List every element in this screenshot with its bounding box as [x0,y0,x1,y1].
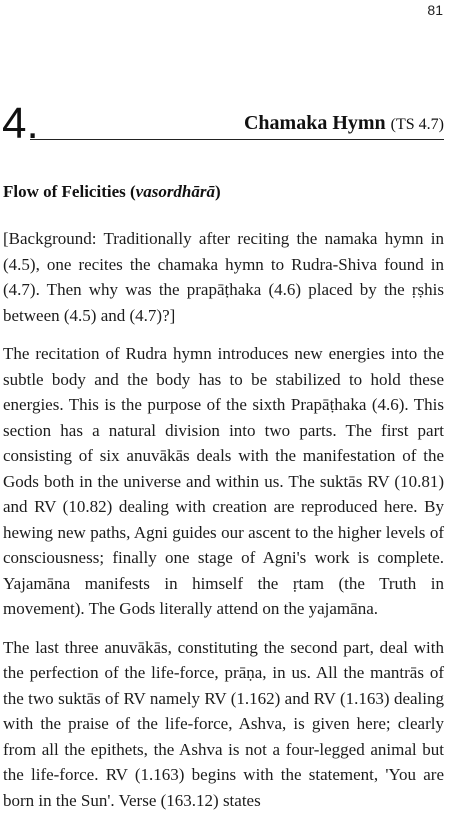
paragraph-anuvakas: The last three anuvākās, constituting the second part, deal with the perfection of the life-force, prāṇa, in us. All the mantrās of the two suktās of RV namely RV (1.162) and RV (1.163) dealing with the praise of the life-force, Ashva, is given here; clearly from all the epithets, the Ashva is not a four-legged animal but the life-force. RV (1.163) begins with the statement, 'You are born in the Sun'. Verse (163.12) states [3,635,444,813]
chapter-title [244,112,444,136]
chapter-header [2,102,444,150]
chapter-title-text: Chamaka Hymn [244,112,386,134]
chapter-number: 4. [2,102,39,146]
section-heading-italic: vasordhārā [136,182,215,201]
chapter-ref: (TS 4.7) [391,116,444,133]
section-heading-close: ) [215,182,221,201]
chapter-rule [30,139,444,140]
paragraph-recitation: The recitation of Rudra hymn introduces new energies into the subtle body and the body has to be stabilized to hold these energies. This is the purpose of the sixth Prapāṭhaka (4.6). This section has a natural division into two parts. The first part consisting of six anuvākās deals with the manifestation of the Gods both in the universe and within us. The suktās RV (10.81) and RV (10.82) dealing with creation are reproduced here. By hewing new paths, Agni guides our ascent to the higher levels of consciousness; finally one stage of Agni's work is complete. Yajamāna manifests in himself the ṛtam (the Truth in movement). The Gods literally attend on the yajamāna. [3,341,444,622]
paragraph-background: [Background: Traditionally after reciting the namaka hymn in (4.5), one recites the chamaka hymn to Rudra-Shiva found in (4.7). Then why was the prapāṭhaka (4.6) placed by the ṛṣhis between (4.5) and (4.7)?] [3,226,444,328]
section-heading [3,182,221,202]
body-text [3,226,444,813]
section-heading-main: Flow of Felicities ( [3,182,136,201]
page-number: 81 [427,2,443,18]
